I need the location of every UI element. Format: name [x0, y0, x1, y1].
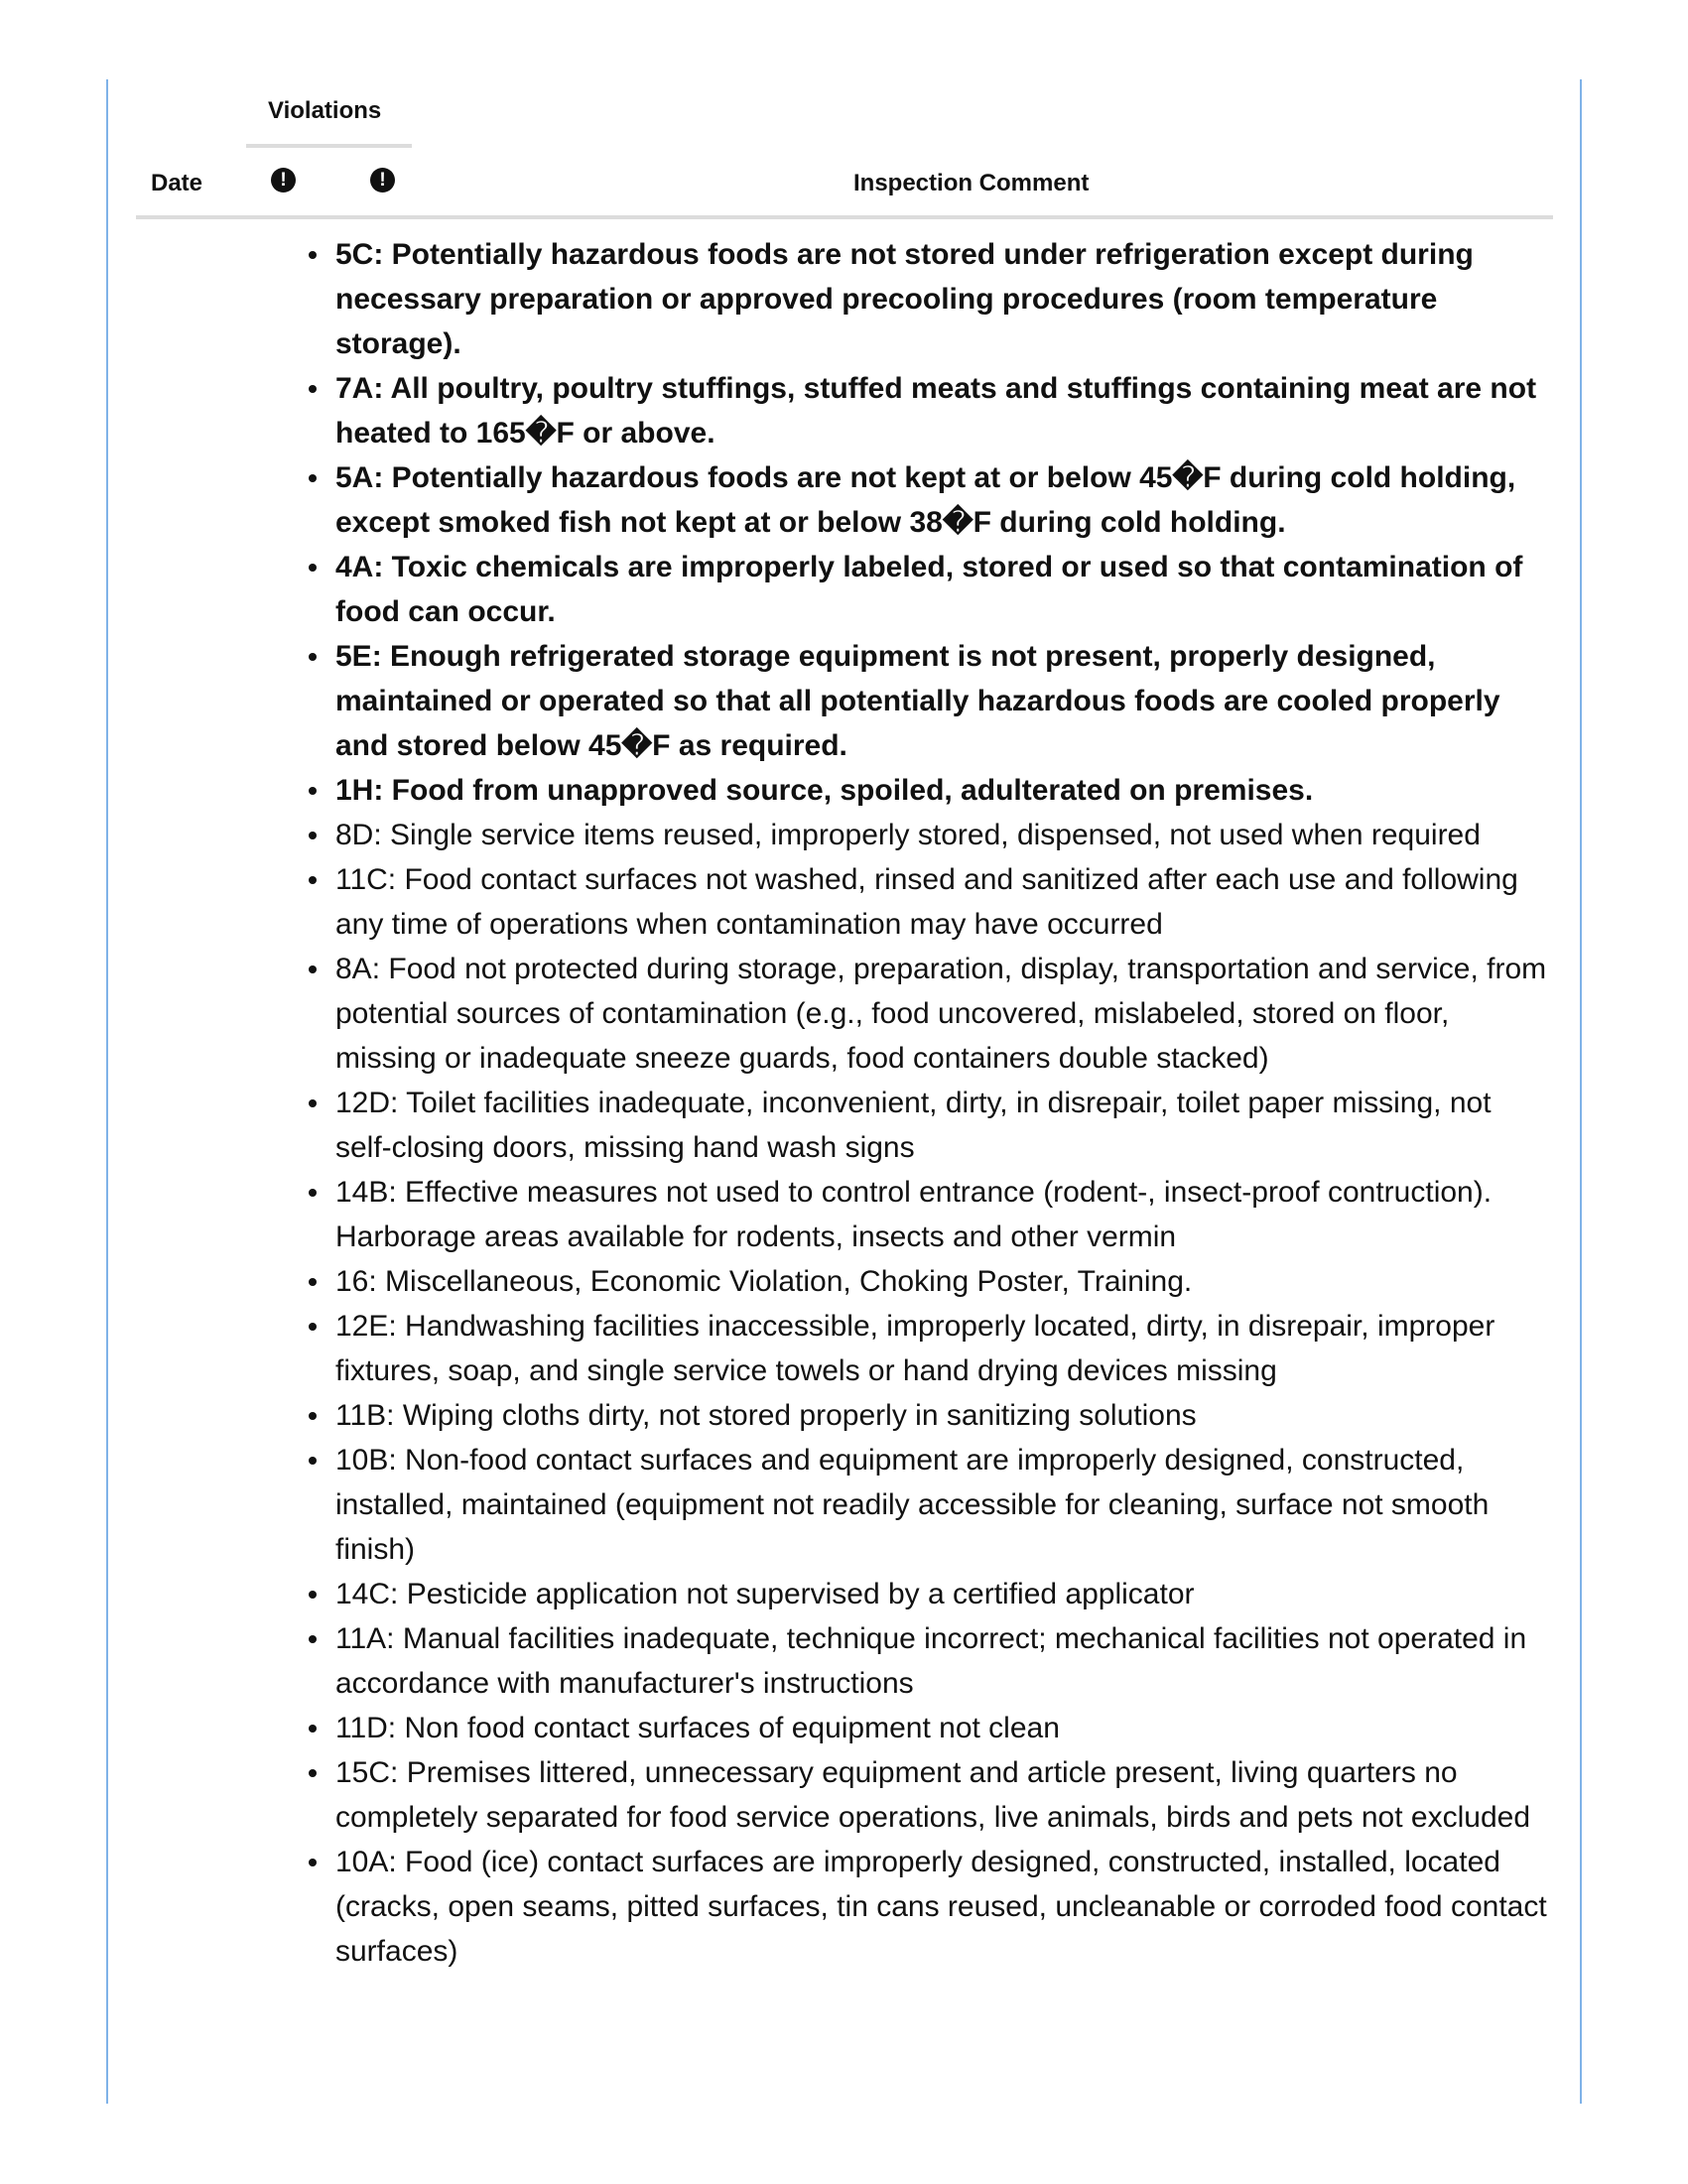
violation-item: 11B: Wiping cloths dirty, not stored properly in sanitizing solutions	[335, 1393, 1548, 1438]
date-column-header: Date	[151, 170, 203, 196]
violation-item: 11D: Non food contact surfaces of equipment not clean	[335, 1706, 1548, 1750]
critical-violation-item: 1H: Food from unapproved source, spoiled, adulterated on premises.	[335, 768, 1548, 813]
violation-item: 10B: Non-food contact surfaces and equipment are improperly designed, constructed, installed, maintained (equipment not readily accessible for cleaning, surface not smooth finish)	[335, 1438, 1548, 1572]
violation-item: 12E: Handwashing facilities inaccessible, improperly located, dirty, in disrepair, improper fixtures, soap, and single service towels or hand drying devices missing	[335, 1304, 1548, 1393]
violation-item: 12D: Toilet facilities inadequate, inconvenient, dirty, in disrepair, toilet paper missing, not self-closing doors, missing hand wash signs	[335, 1081, 1548, 1170]
table-left-border	[106, 79, 108, 2104]
violation-item: 14C: Pesticide application not supervised by a certified applicator	[335, 1572, 1548, 1616]
critical-violation-item: 5E: Enough refrigerated storage equipment is not present, properly designed, maintained or operated so that all potentially hazardous foods are cooled properly and stored below 45�F as required.	[335, 634, 1548, 768]
violations-header-underline	[246, 144, 412, 148]
violation-item: 10A: Food (ice) contact surfaces are improperly designed, constructed, installed, located (cracks, open seams, pitted surfaces, tin cans reused, uncleanable or corroded food contact surfaces)	[335, 1840, 1548, 1974]
inspection-comment-column-header: Inspection Comment	[853, 170, 1090, 196]
header-divider	[136, 215, 1553, 219]
critical-alert-icon: !	[271, 168, 296, 193]
violation-item: 14B: Effective measures not used to control entrance (rodent-, insect-proof contruction). Harborage areas available for rodents, insects and other vermin	[335, 1170, 1548, 1259]
violation-item: 16: Miscellaneous, Economic Violation, Choking Poster, Training.	[335, 1259, 1548, 1304]
critical-violation-item: 4A: Toxic chemicals are improperly labeled, stored or used so that contamination of food can occur.	[335, 545, 1548, 634]
violation-item: 8D: Single service items reused, improperly stored, dispensed, not used when required	[335, 813, 1548, 857]
violation-item: 15C: Premises littered, unnecessary equipment and article present, living quarters no completely separated for food service operations, live animals, birds and pets not excluded	[335, 1750, 1548, 1840]
violations-list	[335, 232, 1548, 1974]
critical-violation-item: 5C: Potentially hazardous foods are not stored under refrigeration except during necessary preparation or approved precooling procedures (room temperature storage).	[335, 232, 1548, 366]
critical-violation-item: 5A: Potentially hazardous foods are not kept at or below 45�F during cold holding, except smoked fish not kept at or below 38�F during cold holding.	[335, 455, 1548, 545]
noncritical-alert-icon: !	[370, 168, 395, 193]
violation-item: 11A: Manual facilities inadequate, technique incorrect; mechanical facilities not operated in accordance with manufacturer's instructions	[335, 1616, 1548, 1706]
table-right-border	[1580, 79, 1582, 2104]
violations-column-group-header: Violations	[268, 97, 382, 124]
violation-item: 11C: Food contact surfaces not washed, rinsed and sanitized after each use and following any time of operations when contamination may have occurred	[335, 857, 1548, 947]
critical-violation-item: 7A: All poultry, poultry stuffings, stuffed meats and stuffings containing meat are not heated to 165�F or above.	[335, 366, 1548, 455]
violation-item: 8A: Food not protected during storage, preparation, display, transportation and service, from potential sources of contamination (e.g., food uncovered, mislabeled, stored on floor, missing or inadequate sneeze guards, food containers double stacked)	[335, 947, 1548, 1081]
